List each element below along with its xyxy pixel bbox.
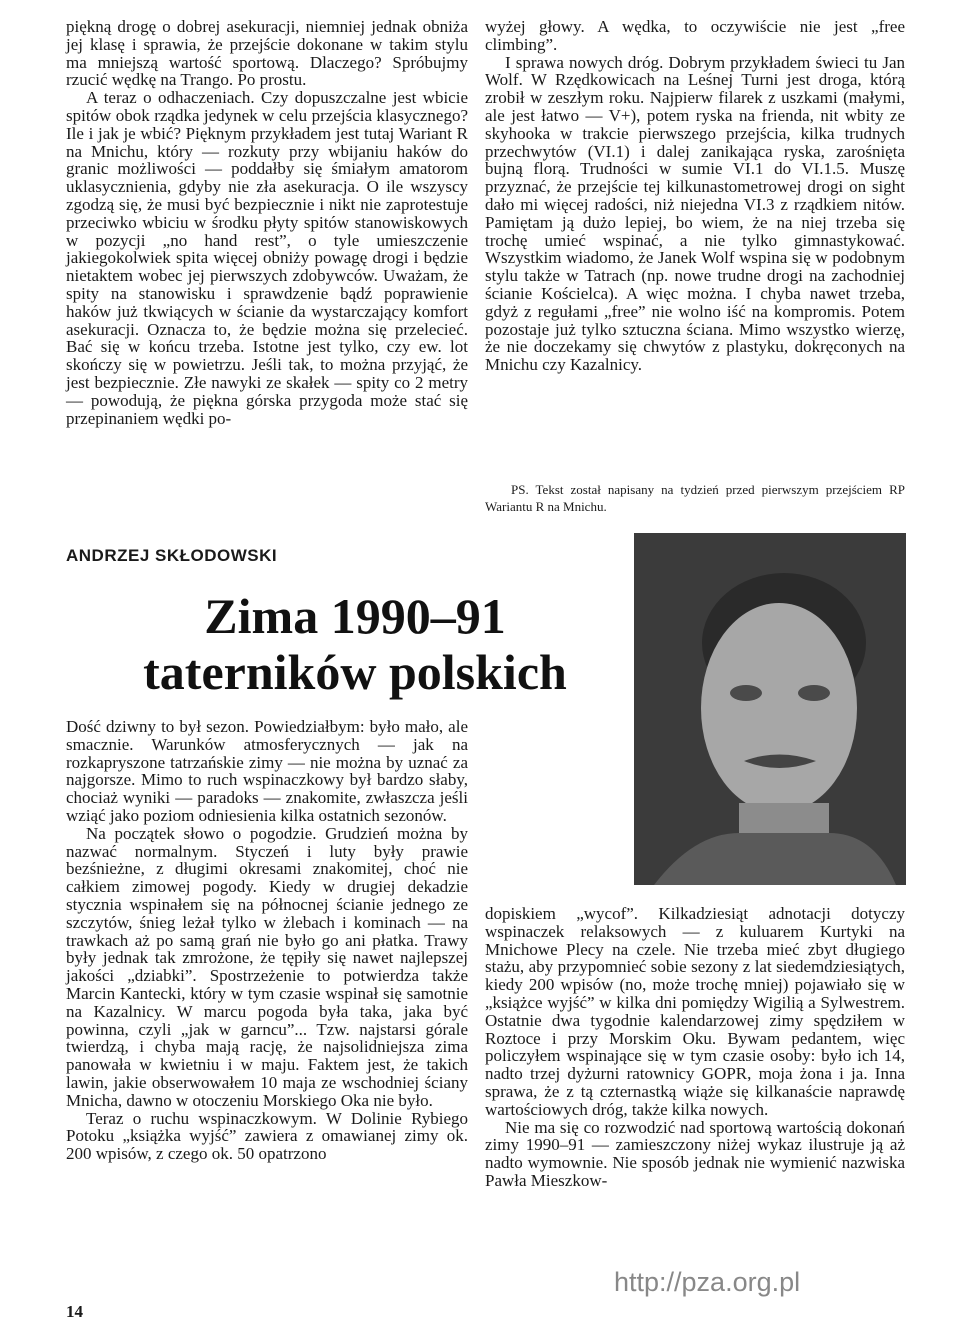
portrait-silhouette xyxy=(634,533,906,885)
article-author: ANDRZEJ SKŁODOWSKI xyxy=(66,546,278,565)
source-watermark: http://pza.org.pl xyxy=(614,1267,801,1297)
column-1-bottom xyxy=(66,718,468,1163)
paragraph: Dość dziwny to był sezon. Powiedziałbym: było mało, ale smacznie. Warunków atmosferycznych — jak na rozkapryszone tatrzańskie zimy — nie można by uznać za najgorsze. Mimo to ruch wspinaczkowy był bardzo słaby, chociaż wyniki — paradoks — znakomite, zwłaszcza jeśli wziąć jako poziom odniesienia kilka ostatnich sezonów. xyxy=(66,717,468,825)
title-line-2: taterników polskich xyxy=(143,644,567,700)
author-portrait-photo xyxy=(634,533,906,885)
postscript-note: PS. Tekst został napisany na tydzień przed pierwszym przejściem RP Wariantu R na Mnichu. xyxy=(485,482,905,514)
article-title xyxy=(100,588,610,700)
paragraph: Teraz o ruchu wspinaczkowym. W Dolinie Rybiego Potoku „książka wyjść” zawiera z omawianej zimy ok. 200 wpisów, z czego ok. 50 opatrzono xyxy=(66,1108,468,1164)
paragraph: A teraz o odhaczeniach. Czy dopuszczalne jest wbicie spitów obok rządka jedynek w celu przejścia klasycznego? Ile i jak je wbić? Pięknym przykładem jest tutaj Wariant R na Mnichu, który — rozkuty przy wbijaniu haków do granic możliwości — poddałby się śmiałym amatorom uklasycznienia, gdyby nie zła asekuracja. O ile wszyscy zgodzą się, że musi być bezpiecznie i nikt nie zaprotestuje przeciwko wbiciu w środku płyty spitów stanowiskowych w pozycji „no hand rest”, o tyle umieszczenie jakiegokolwiek spita więcej obniży powagę drogi i będzie nietaktem wobec jej pierwszych zdobywców. Uważam, że spity na stanowisku i sprawdzenie bądź poprawienie haków już tkwiących w ścianie da wystarczający komfort asekuracji. Oznacza to, że będzie można się przelecieć. Bać się w końcu trzeba. Istotne jest tylko, czy ew. lot skończy się w powietrzu. Jeśli tak, to można przyjąć, że jest bezpiecznie. Złe nawyki ze skałek — spity co 2 metry — powodują, że piękna górska przygoda może stać się przepinaniem wędki po- xyxy=(66,88,468,428)
paragraph: piękną drogę o dobrej asekuracji, niemniej jednak obniża jej klasę i sprawia, że przejście dokonane w takim stylu ma mniejszą wartość sportową. Dlaczego? Spróbujmy rzucić wędkę na Trango. Po prostu. xyxy=(66,17,468,90)
paragraph: I sprawa nowych dróg. Dobrym przykładem świeci tu Jan Wolf. W Rzędkowicach na Leśnej Turni jest droga, którą zrobił w zeszłym roku. Najpierw filarek z uszkami (małymi, ale jest łatwo — V+), potem ryska na frienda, nit wbity ze skyhooka w trakcie pierwszego przejścia, kilka trudnych przechwytów (VI.1) i dalej zanikająca ryska, zarośnięta bujną florą. Trudności w sumie VI.1 do VI.1.5. Muszę przyznać, że przejście tej kilkunastometrowej drogi on sight dało mi więcej radości, niż niejedna VI.3 z rządkiem nitów. Pamiętam ją dużo lepiej, bo wiem, że na niej trzeba się trochę umieć wspinać, a nie tylko gimnastykować. Wszystkim wiadomo, że Janek Wolf wspina się w podobnym stylu także w Tatrach (np. nowe trudne drogi na zachodniej ścianie Kościelca). A więc można. I chyba nawet trzeba, gdyż z regułami „free” nie wolno iść na kompromis. Potem pozostaje już tylko sztuczna ściana. Mimo wszystko wierzę, że nie doczekamy się chwytów z plastyku, dokręconych na Mnichu czy Kazalnicy. xyxy=(485,52,905,375)
page-number: 14 xyxy=(66,1302,83,1321)
paragraph: dopiskiem „wycof”. Kilkadziesiąt adnotacji dotyczy wspinaczek relaksowych — z kuluarem Kurtyki na Mnichowe Plecy na czele. Nie trzeba mieć zbyt długiego stażu, aby przypomnieć sobie sezony z lat siedemdziesiątych, kiedy 200 wpisów (no, może trochę mniej) pojawiało się w „książce wyjść” w kilka dni pomiędzy Wigilią a Sylwestrem. Ostatnie dwa tygodnie kalendarzowej zimy spędziłem w Roztoce i przy Morskim Oku. Bywam pedantem, więc policzyłem wspinające się w tym czasie osoby: było ich 14, nadto trzej dyżurni ratownicy GOPR, moja żona i ja. Inna sprawa, że z tą czternastką wiąże się kilkanaście naprawdę wartościowych dróg, także kilka nowych. xyxy=(485,904,905,1119)
column-2-bottom xyxy=(485,905,905,1190)
column-2-top xyxy=(485,18,905,374)
title-line-1: Zima 1990–91 xyxy=(204,588,506,644)
paragraph: Nie ma się co rozwodzić nad sportową wartością dokonań zimy 1990–91 — zamieszczony niżej wykaz ilustruje ją aż nadto wymownie. Nie sposób jednak nie wymienić nazwiska Pawła Mieszkow- xyxy=(485,1117,905,1190)
paragraph: Na początek słowo o pogodzie. Grudzień można by nazwać normalnym. Styczeń i luty były prawie bezśnieżne, z długimi okresami znakomitej, choć nie całkiem zimowej pogody. Kiedy w drugiej dekadzie stycznia wspinałem się na północnej ścianie jednego ze szczytów, śnieg leżał tylko w żlebach i kominach — na trawkach aż po samą grań nie było go ani płatka. Trawy były jednak tak zmrożone, że tępiły się nawet najlepszej jakości „dziabki”. Spostrzeżenie to potwierdza także Marcin Kantecki, który w tym czasie wspinał się samotnie na Kazalnicy. W marcu pogoda była taka, jaka być powinna, czyli „jak w garncu”... Tzw. najstarsi górale twierdzą, i chyba mają rację, że najsolidniejsza zima panowała w kwietniu i w maju. Faktem jest, że takich lawin, jakie obserwowałem 10 maja ze wschodniej ściany Mnicha, dawno w otoczeniu Morskiego Oka nie było. xyxy=(66,823,468,1110)
column-1-top xyxy=(66,18,468,427)
paragraph: wyżej głowy. A wędka, to oczywiście nie jest „free climbing”. xyxy=(485,17,905,54)
